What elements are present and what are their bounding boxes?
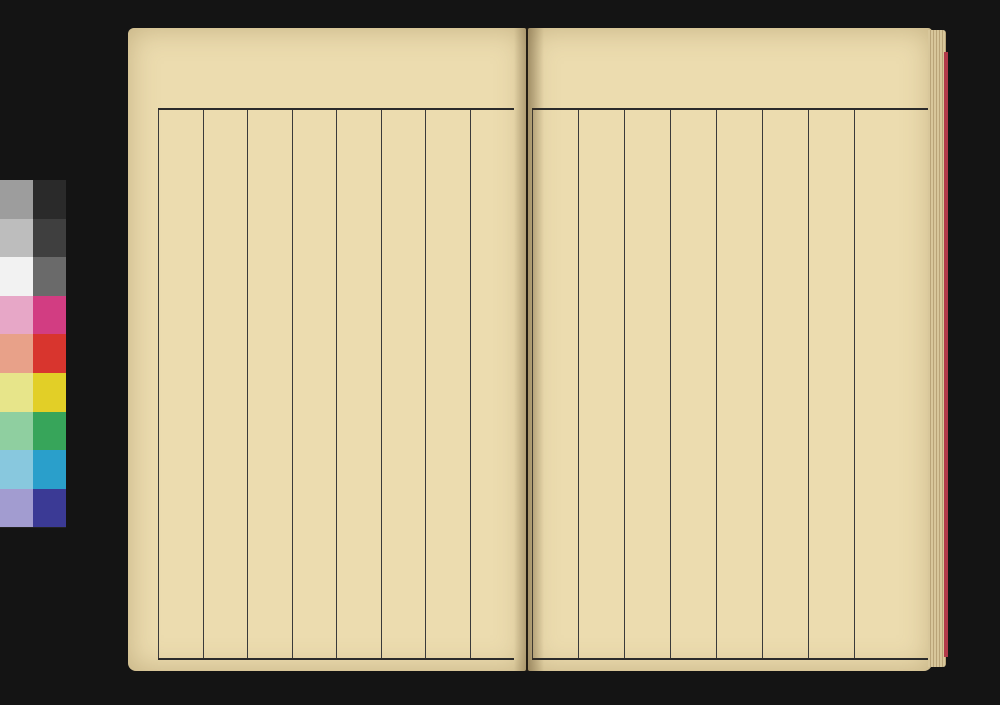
column-rule — [624, 110, 625, 658]
column-rule — [716, 110, 717, 658]
column-rule — [670, 110, 671, 658]
column-rule — [381, 110, 382, 658]
color-patch — [0, 489, 33, 528]
color-patch — [0, 373, 33, 412]
color-patch — [33, 450, 66, 489]
color-patch — [33, 334, 66, 373]
right-page — [528, 28, 932, 671]
color-patch — [0, 412, 33, 451]
color-patch — [0, 180, 33, 219]
color-patch — [0, 219, 33, 258]
left-page — [128, 28, 526, 671]
color-patch — [0, 296, 33, 335]
column-rule — [336, 110, 337, 658]
color-patch — [33, 180, 66, 219]
color-patch — [33, 489, 66, 528]
color-patch — [33, 219, 66, 258]
color-patch — [33, 257, 66, 296]
column-rule — [808, 110, 809, 658]
color-checker-card — [0, 180, 66, 528]
column-rule — [854, 110, 855, 658]
book-spine — [514, 28, 544, 671]
column-rule — [158, 110, 159, 658]
color-patch — [33, 296, 66, 335]
left-text-frame — [158, 108, 514, 660]
right-text-frame — [532, 108, 936, 660]
column-rule — [247, 110, 248, 658]
red-edge-marker — [944, 52, 948, 657]
color-patch — [33, 373, 66, 412]
column-rule — [425, 110, 426, 658]
column-rule — [292, 110, 293, 658]
color-patch — [0, 257, 33, 296]
column-rule — [762, 110, 763, 658]
color-patch — [33, 412, 66, 451]
column-rule — [578, 110, 579, 658]
color-patch — [0, 334, 33, 373]
column-rule — [470, 110, 471, 658]
open-book — [128, 22, 958, 677]
column-rule — [203, 110, 204, 658]
color-patch — [0, 450, 33, 489]
